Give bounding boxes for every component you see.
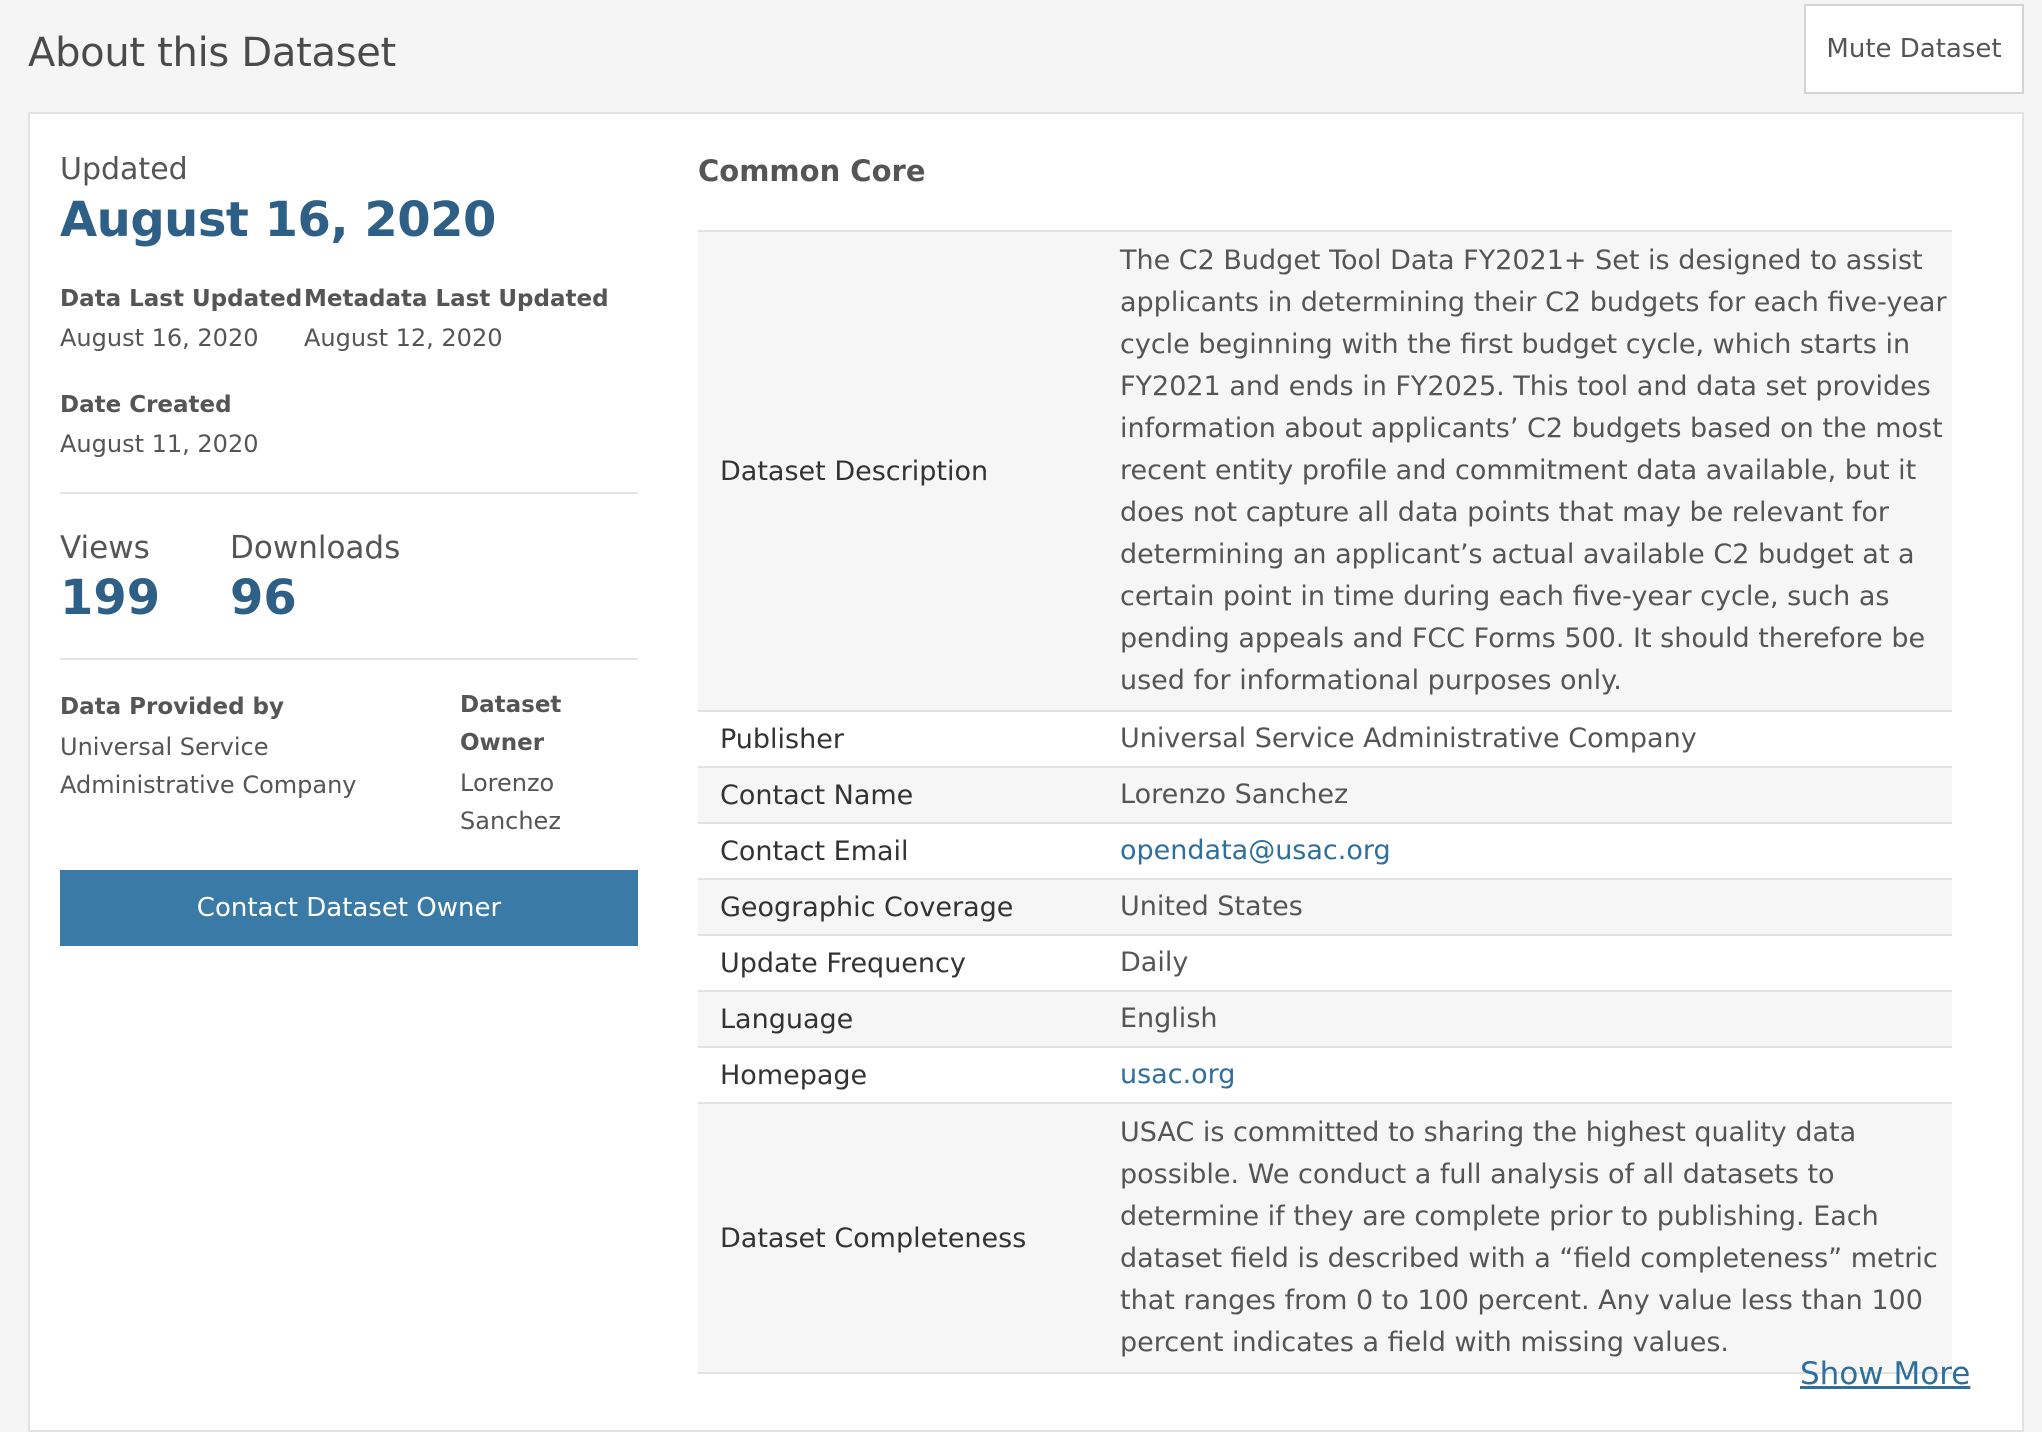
row-value-contact-name: Lorenzo Sanchez xyxy=(1120,779,1349,810)
homepage-link[interactable]: usac.org xyxy=(1120,1059,1236,1090)
row-value-dataset-description: The C2 Budget Tool Data FY2021+ Set is designed to assist applicants in determining their C2 budgets for each five-year cycle beginning with the first budget cycle, which starts in FY2021 and ends in FY2025. This tool and data set provides information about applicants’ C2 budgets based on the most recent entity profile and commitment data available, but it does not capture all data points that may be relevant for determining an applicant’s actual available C2 budget at a certain point in time during each five-year cycle, such as pending appeals and FCC Forms 500. It should therefore be used for informational purposes only. xyxy=(1120,245,1947,696)
table-row xyxy=(698,992,1952,1048)
row-key-language: Language xyxy=(720,1003,854,1035)
table-row xyxy=(698,768,1952,824)
table-row xyxy=(698,880,1952,936)
row-key-geographic-coverage: Geographic Coverage xyxy=(720,891,1014,923)
metadata-last-updated-label: Metadata Last Updated xyxy=(304,286,609,312)
updated-value: August 16, 2020 xyxy=(60,192,496,248)
row-value-homepage-cell xyxy=(1120,1048,1952,1102)
dataset-owner-label: Dataset Owner xyxy=(460,692,562,756)
downloads-label: Downloads xyxy=(230,530,401,566)
about-card xyxy=(28,112,2024,1432)
data-last-updated-label: Data Last Updated xyxy=(60,286,303,312)
contact-dataset-owner-button[interactable]: Contact Dataset Owner xyxy=(60,870,638,946)
mute-dataset-button[interactable]: Mute Dataset xyxy=(1804,4,2024,94)
common-core-title: Common Core xyxy=(698,154,926,188)
metadata-last-updated-value: August 12, 2020 xyxy=(304,324,503,352)
updated-label: Updated xyxy=(60,152,188,187)
table-row xyxy=(698,712,1952,768)
row-value-language: English xyxy=(1120,1003,1218,1034)
row-value-contact-email-cell xyxy=(1120,824,1952,878)
row-key-contact-email: Contact Email xyxy=(720,835,909,867)
row-key-homepage: Homepage xyxy=(720,1059,868,1091)
row-value-publisher: Universal Service Administrative Company xyxy=(1120,723,1697,754)
row-value-dataset-completeness: USAC is committed to sharing the highest quality data possible. We conduct a full analysis of all datasets to determine if they are complete prior to publishing. Each dataset field is described with a “field completeness” metric that ranges from 0 to 100 percent. Any value less than 100 percent indicates a field with missing values. xyxy=(1120,1117,1938,1358)
show-more-link[interactable]: Show More xyxy=(1800,1356,1971,1392)
table-row xyxy=(698,232,1952,712)
row-key-dataset-completeness: Dataset Completeness xyxy=(720,1222,1027,1254)
date-created-label: Date Created xyxy=(60,392,232,418)
views-value: 199 xyxy=(60,570,161,626)
row-key-update-frequency: Update Frequency xyxy=(720,947,966,979)
table-row xyxy=(698,1048,1952,1104)
row-key-contact-name: Contact Name xyxy=(720,779,914,811)
table-row xyxy=(698,824,1952,880)
divider xyxy=(60,492,638,494)
table-row xyxy=(698,1104,1952,1374)
table-row xyxy=(698,936,1952,992)
row-value-geographic-coverage: United States xyxy=(1120,891,1303,922)
row-value-update-frequency: Daily xyxy=(1120,947,1189,978)
page-title: About this Dataset xyxy=(28,30,396,76)
common-core-table xyxy=(698,230,1952,1374)
contact-email-link[interactable]: opendata@usac.org xyxy=(1120,835,1391,866)
date-created-value: August 11, 2020 xyxy=(60,430,259,458)
downloads-value: 96 xyxy=(230,570,297,626)
data-last-updated-value: August 16, 2020 xyxy=(60,324,259,352)
divider xyxy=(60,658,638,660)
dataset-owner-value: Lorenzo Sanchez xyxy=(460,769,561,835)
provided-by-value: Universal Service Administrative Company xyxy=(60,733,357,799)
row-key-publisher: Publisher xyxy=(720,723,844,755)
views-label: Views xyxy=(60,530,150,566)
provided-by-label: Data Provided by xyxy=(60,694,285,720)
row-key-dataset-description: Dataset Description xyxy=(720,455,989,487)
